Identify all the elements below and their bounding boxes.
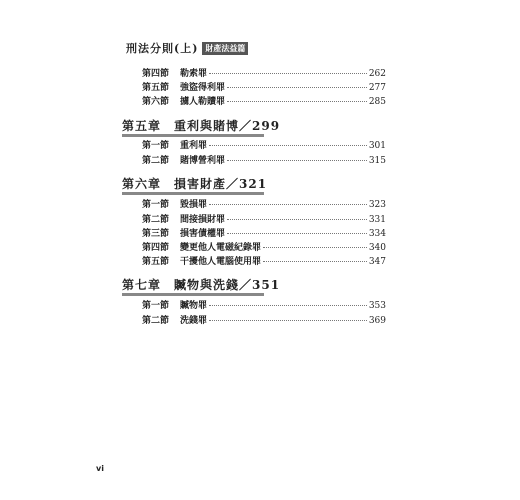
page-number: 301 (368, 141, 386, 151)
page-number: 347 (368, 257, 386, 267)
toc-entry[interactable] (142, 254, 386, 268)
page-number: 285 (368, 97, 386, 107)
section-number: 第一節 (142, 200, 170, 210)
book-title: 刑法分則(上) (126, 42, 199, 55)
toc-entry[interactable] (142, 66, 386, 80)
dot-leader (227, 101, 367, 102)
section-title: 重利罪 (180, 141, 208, 151)
dot-leader (227, 233, 367, 234)
dot-leader (227, 87, 367, 88)
dot-leader (209, 320, 367, 321)
chapter-title: 第七章 贓物與洗錢／351 (122, 278, 281, 292)
page-number: 353 (368, 301, 386, 311)
dot-leader (209, 145, 367, 146)
toc-entry[interactable] (142, 138, 386, 152)
chapter-heading[interactable] (122, 276, 281, 294)
page-number: 277 (368, 83, 386, 93)
dot-leader (227, 160, 367, 161)
section-number: 第三節 (142, 229, 170, 239)
section-number: 第一節 (142, 301, 170, 311)
chapter-title: 第六章 損害財產／321 (122, 177, 268, 191)
page-number: 323 (368, 200, 386, 210)
section-number: 第二節 (142, 215, 170, 225)
chapter-underline (122, 134, 264, 137)
toc-entry[interactable] (142, 313, 386, 327)
section-number: 第二節 (142, 316, 170, 326)
section-title: 洗錢罪 (180, 316, 208, 326)
dot-leader (209, 73, 367, 74)
toc-entry[interactable] (142, 80, 386, 94)
section-number: 第一節 (142, 141, 170, 151)
section-number: 第五節 (142, 83, 170, 93)
dot-leader (263, 261, 367, 262)
dot-leader (227, 219, 367, 220)
toc-entry[interactable] (142, 197, 386, 211)
dot-leader (263, 247, 367, 248)
chapter-underline (122, 293, 264, 296)
dot-leader (209, 305, 367, 306)
section-title: 損害債權罪 (180, 229, 226, 239)
section-title: 強盜得利罪 (180, 83, 226, 93)
folio: vi (96, 464, 104, 473)
page-number: 315 (368, 156, 386, 166)
chapter-underline (122, 192, 264, 195)
toc-entry[interactable] (142, 153, 386, 167)
section-title: 擄人勒贖罪 (180, 97, 226, 107)
running-header (126, 40, 248, 56)
section-title: 毀損罪 (180, 200, 208, 210)
section-number: 第四節 (142, 69, 170, 79)
page-number: 262 (368, 69, 386, 79)
toc-entry[interactable] (142, 94, 386, 108)
section-number: 第五節 (142, 257, 170, 267)
chapter-heading[interactable] (122, 175, 268, 193)
toc-entry[interactable] (142, 226, 386, 240)
section-title: 干擾他人電腦使用罪 (180, 257, 262, 267)
toc-entry[interactable] (142, 212, 386, 226)
toc-entry[interactable] (142, 240, 386, 254)
section-title: 變更他人電磁紀錄罪 (180, 243, 262, 253)
page-number: 334 (368, 229, 386, 239)
page-number: 369 (368, 316, 386, 326)
section-number: 第二節 (142, 156, 170, 166)
toc-entry[interactable] (142, 298, 386, 312)
section-number: 第六節 (142, 97, 170, 107)
section-title: 賭博營利罪 (180, 156, 226, 166)
section-title: 勒索罪 (180, 69, 208, 79)
chapter-heading[interactable] (122, 117, 281, 135)
volume-badge: 財產法益篇 (202, 42, 248, 55)
section-title: 贓物罪 (180, 301, 208, 311)
dot-leader (209, 204, 367, 205)
page-number: 340 (368, 243, 386, 253)
section-number: 第四節 (142, 243, 170, 253)
chapter-title: 第五章 重利與賭博／299 (122, 119, 281, 133)
section-title: 間接損財罪 (180, 215, 226, 225)
page-number: 331 (368, 215, 386, 225)
